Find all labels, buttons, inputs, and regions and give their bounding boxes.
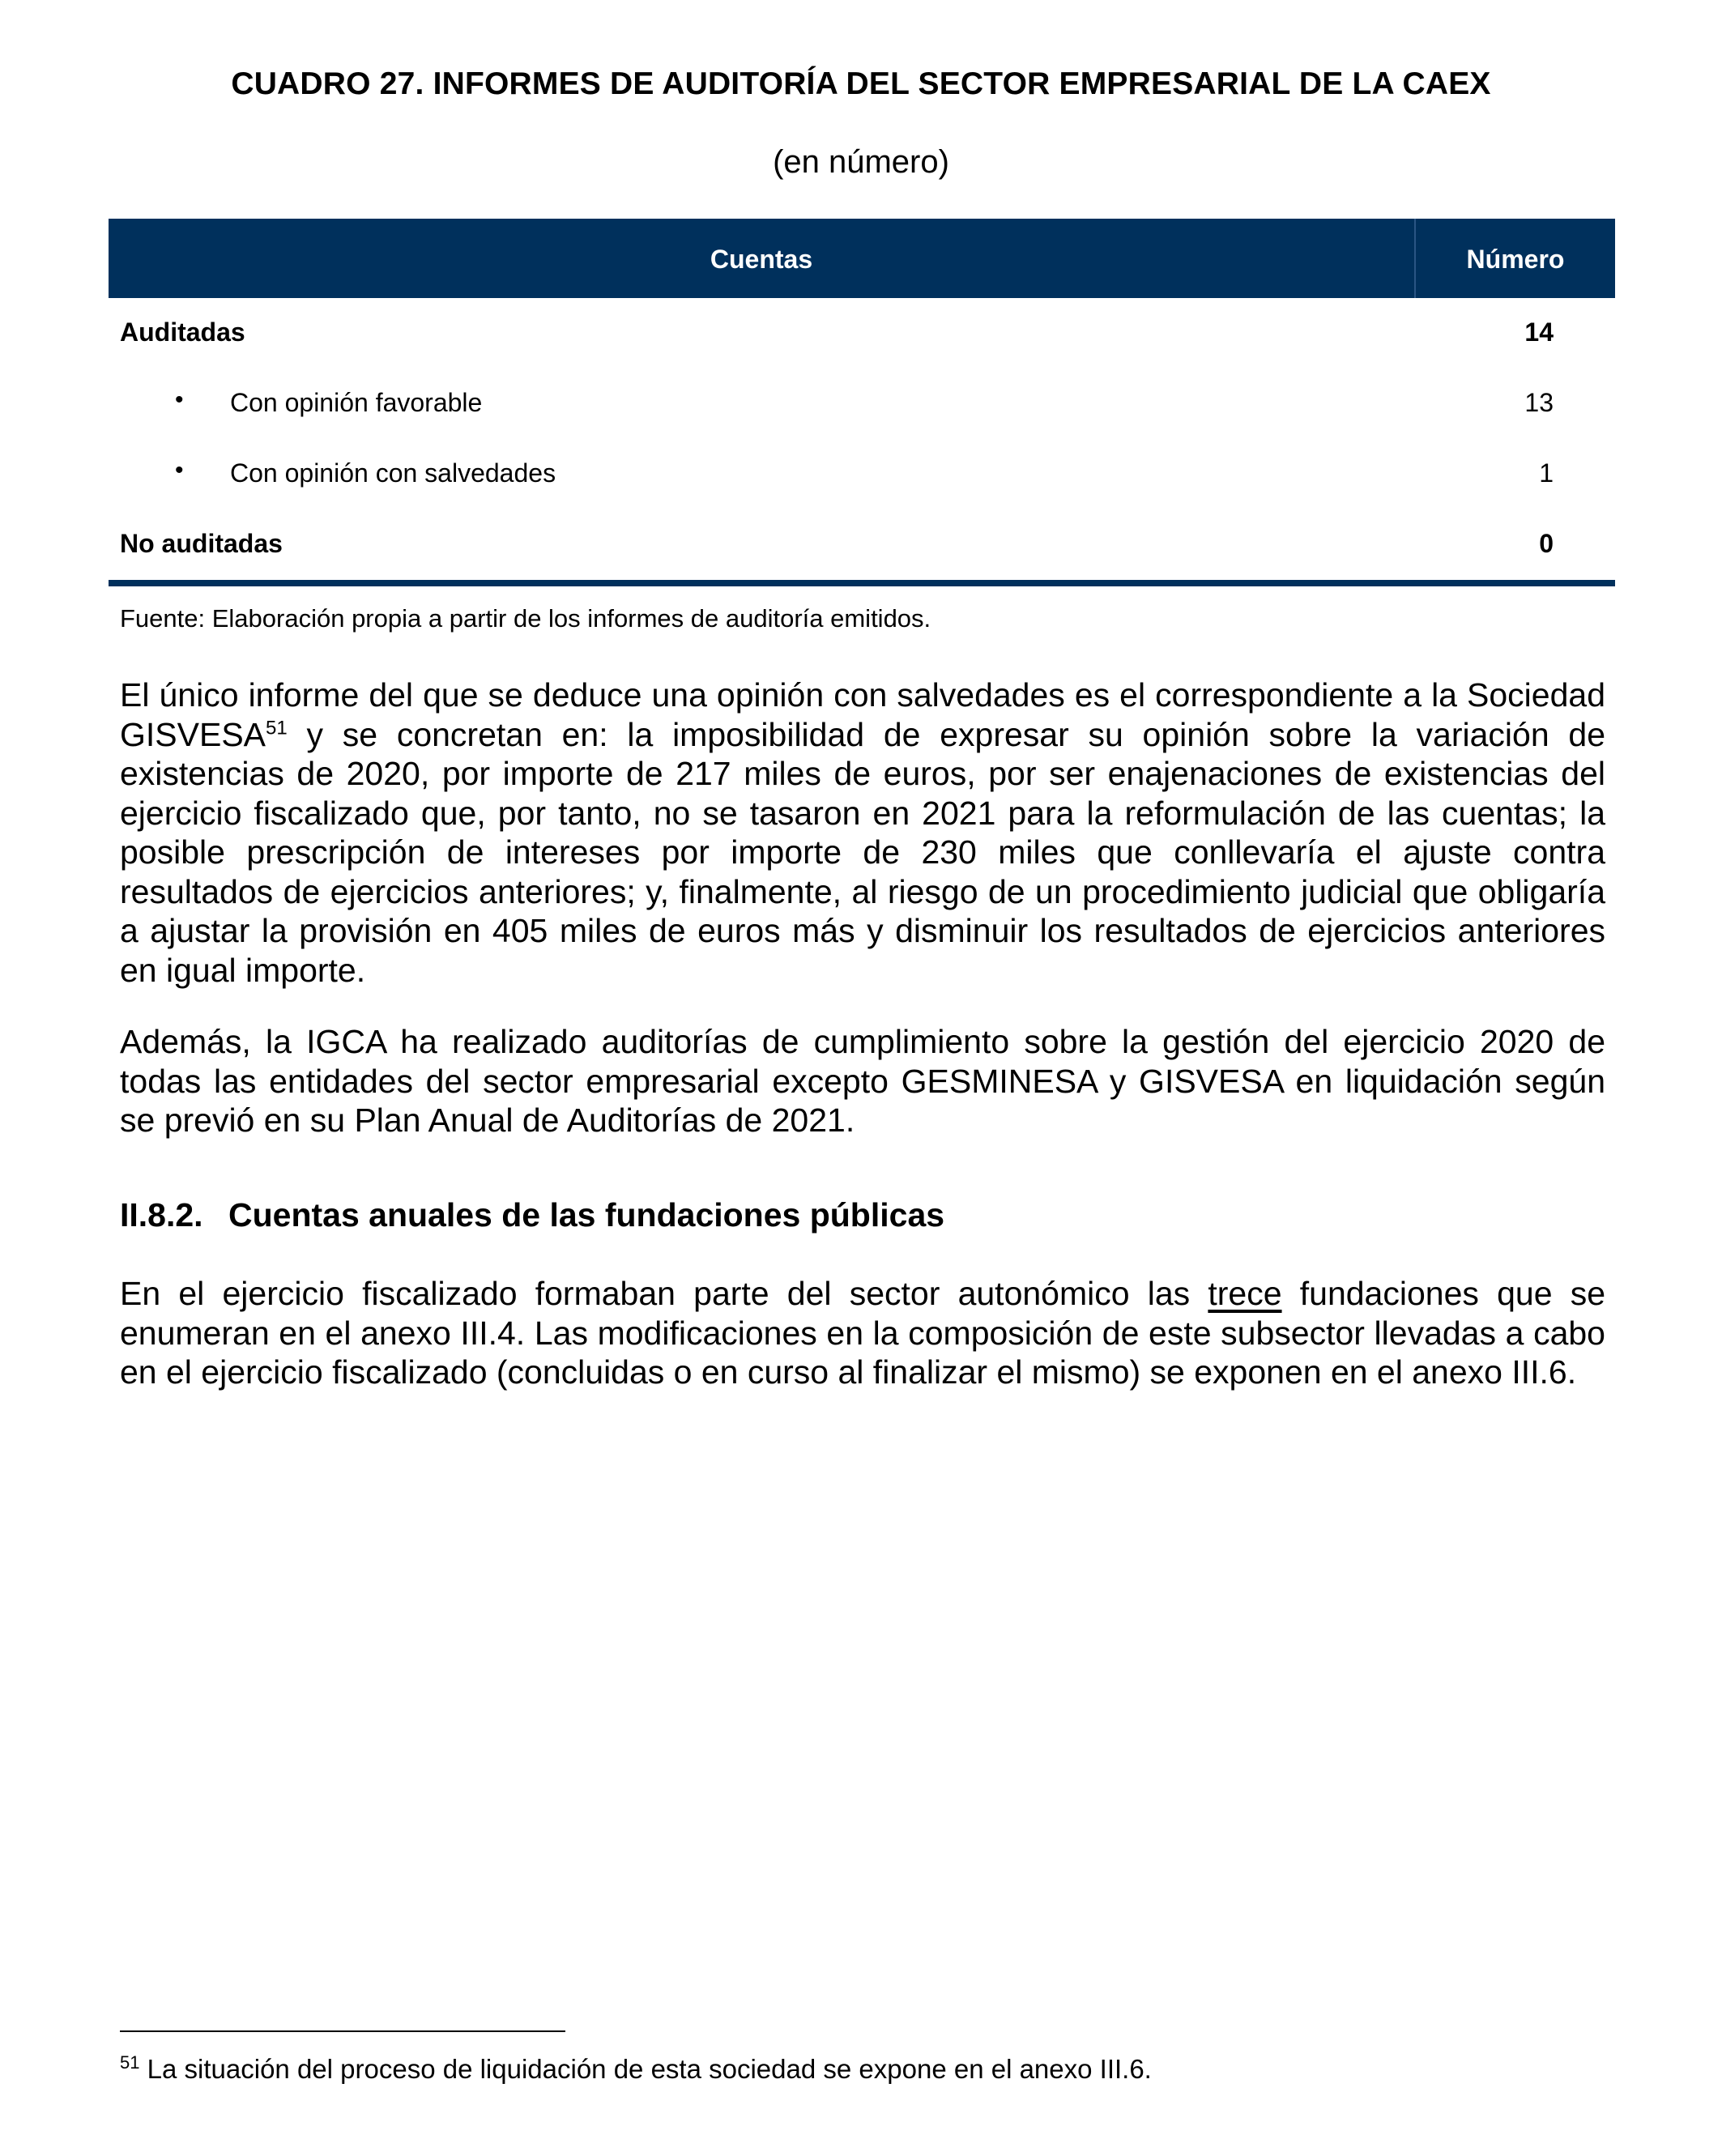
paragraph-igca: Además, la IGCA ha realizado auditorías de cumplimiento sobre la gestión del ejercicio 2020 de todas las entidades del sector empresarial excepto GESMINESA y GISVESA en liquidación según se previó en su Plan Anual de Auditorías de 2021.	[120, 1023, 1605, 1139]
row-label: Auditadas	[120, 317, 245, 347]
footnote-number: 51	[120, 2052, 140, 2073]
bullet-icon: •	[175, 457, 184, 484]
row-value: 14	[1524, 317, 1554, 347]
table-source-note: Fuente: Elaboración propia a partir de los informes de auditoría emitidos.	[120, 604, 931, 633]
header-numero: Número	[1466, 245, 1565, 274]
table-title: CUADRO 27. INFORMES DE AUDITORÍA DEL SECTOR EMPRESARIAL DE LA CAEX	[231, 66, 1491, 101]
table-header	[109, 219, 1615, 298]
row-value: 13	[1524, 388, 1554, 417]
row-label: No auditadas	[120, 529, 283, 558]
row-label: Con opinión favorable	[230, 388, 483, 417]
paragraph-fundaciones	[120, 1274, 1605, 1392]
header-cuentas: Cuentas	[710, 245, 813, 274]
table-row	[109, 369, 1615, 439]
paragraph-salvedades	[120, 675, 1605, 990]
section-title: Cuentas anuales de las fundaciones públicas	[228, 1196, 945, 1234]
paragraph-text: En el ejercicio fiscalizado formaban parte del sector autonómico las	[120, 1275, 1208, 1312]
row-value: 1	[1539, 458, 1554, 488]
section-heading	[120, 1196, 944, 1234]
audit-table	[109, 219, 1615, 586]
row-label: Con opinión con salvedades	[230, 458, 556, 488]
section-number: II.8.2.	[120, 1196, 203, 1234]
row-value: 0	[1539, 529, 1554, 558]
table-row	[109, 298, 1615, 369]
paragraph-text: El único informe del que se deduce una opinión con salvedades es el correspondiente a la Sociedad GISVESA	[120, 676, 1605, 753]
table-subtitle: (en número)	[773, 144, 949, 180]
table-row	[109, 439, 1615, 509]
footnote-text: La situación del proceso de liquidación de esta sociedad se expone en el anexo III.6.	[139, 2054, 1152, 2084]
footnote-reference: 51	[266, 716, 288, 739]
bullet-icon: •	[175, 386, 184, 413]
footnote	[120, 2054, 1152, 2085]
paragraph-text: y se concretan en: la imposibilidad de expresar su opinión sobre la variación de existencias de 2020, por importe de 217 miles de euros, por ser enajenaciones de existencias del ejercicio fiscalizado que, por tanto, no se tasaron en 2021 para la reformulación de las cuentas; la posible prescripción de intereses por importe de 230 miles que conllevaría el ajuste contra resultados de ejercicios anteriores; y, finalmente, al riesgo de un procedimiento judicial que obligaría a ajustar la provisión en 405 miles de euros más y disminuir los resultados de ejercicios anteriores en igual importe.	[120, 715, 1605, 989]
table-row	[109, 509, 1615, 580]
footnote-separator	[120, 2030, 565, 2032]
underlined-word: trece	[1208, 1275, 1282, 1312]
table-bottom-border	[109, 580, 1615, 586]
paragraph-text: fundaciones que se enumeran en el anexo III.4. Las modificaciones en la composición de este subsector llevadas a cabo en el ejercicio fiscalizado (concluidas o en curso al finalizar el mismo) se exponen en el anexo III.6.	[120, 1275, 1606, 1391]
